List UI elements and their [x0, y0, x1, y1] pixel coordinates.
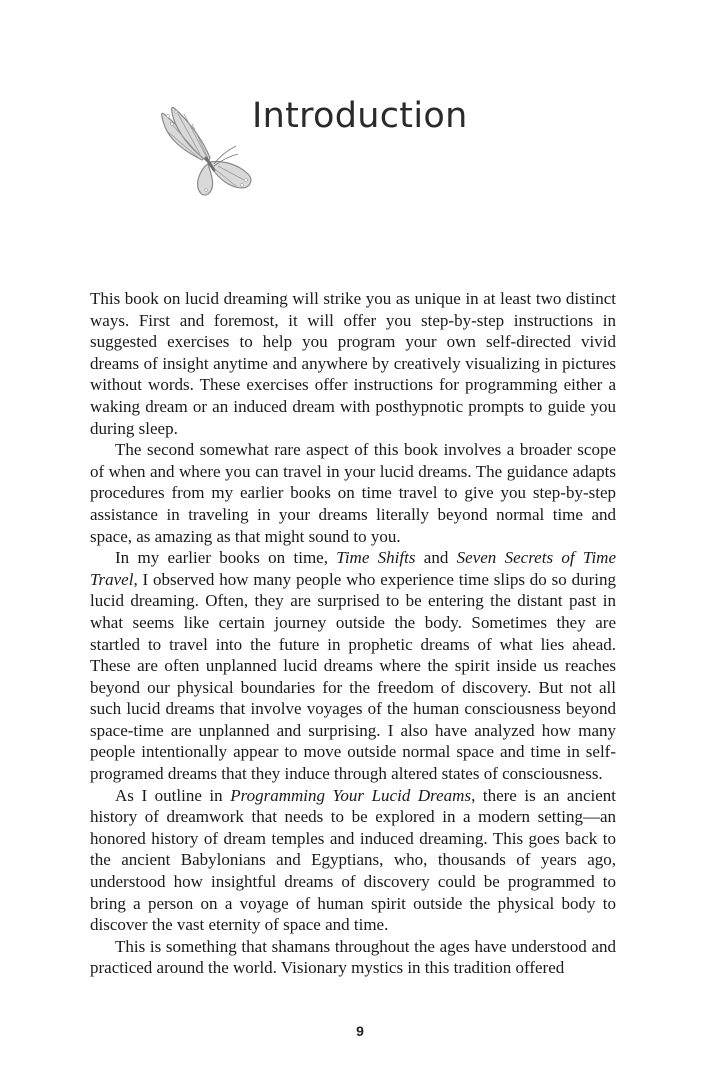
body-text — [90, 288, 616, 979]
butterfly-icon — [156, 104, 262, 198]
chapter-title: Introduction — [252, 96, 468, 136]
book-title: Time Shifts — [336, 548, 416, 568]
book-title: Seven Secrets of Time Travel — [90, 548, 616, 589]
book-title: Programming Your Lucid Dreams — [230, 785, 472, 805]
paragraph: As I outline in Programming Your Lucid Dreams, there is an ancient history of dreamwork that needs to be explored in a modern setting—an honored history of dream temples and induced dreaming. This goes back to the ancient Babylonians and Egyptians, who, thousands of years ago, understood how insightful dreams of discovery could be programmed to bring a person on a voyage of human spirit outside the physical body to discover the vast eternity of space and time. — [90, 785, 616, 935]
paragraph: This book on lucid dreaming will strike you as unique in at least two distinct ways. First and foremost, it will offer you step-by-step instructions in suggested exercises to help you program your own self-directed vivid dreams of insight anytime and anywhere by creatively visualizing in pictures without words. These exercises offer instructions for programming either a waking dream or an induced dream with posthypnotic prompts to guide you during sleep. — [90, 289, 616, 438]
paragraph: This is something that shamans throughout the ages have understood and practiced around the world. Visionary mystics in this tradition offered — [90, 936, 616, 978]
page-number: 9 — [356, 1023, 364, 1039]
paragraph: In my earlier books on time, Time Shifts and Seven Secrets of Time Travel, I observed how many people who experience time slips do so during lucid dreaming. Often, they are surprised to be entering the distant past in what seems like certain journey outside the body. Sometimes they are startled to travel into the future in prophetic dreams of what lies ahead. These are often unplanned lucid dreams where the spirit inside us reaches beyond our physical boundaries for the freedom of discovery. But not all such lucid dreams that involve voyages of the human consciousness beyond space-time are unplanned and surprising. I also have analyzed how many people intentionally appear to move outside normal space and time in self-programed dreams that they induce through altered states of consciousness. — [90, 548, 616, 784]
paragraph: The second somewhat rare aspect of this book involves a broader scope of when and where you can travel in your lucid dreams. The guidance adapts procedures from my earlier books on time travel to give you step-by-step assistance in traveling in your dreams literally beyond normal time and space, as amazing as that might sound to you. — [90, 440, 616, 546]
